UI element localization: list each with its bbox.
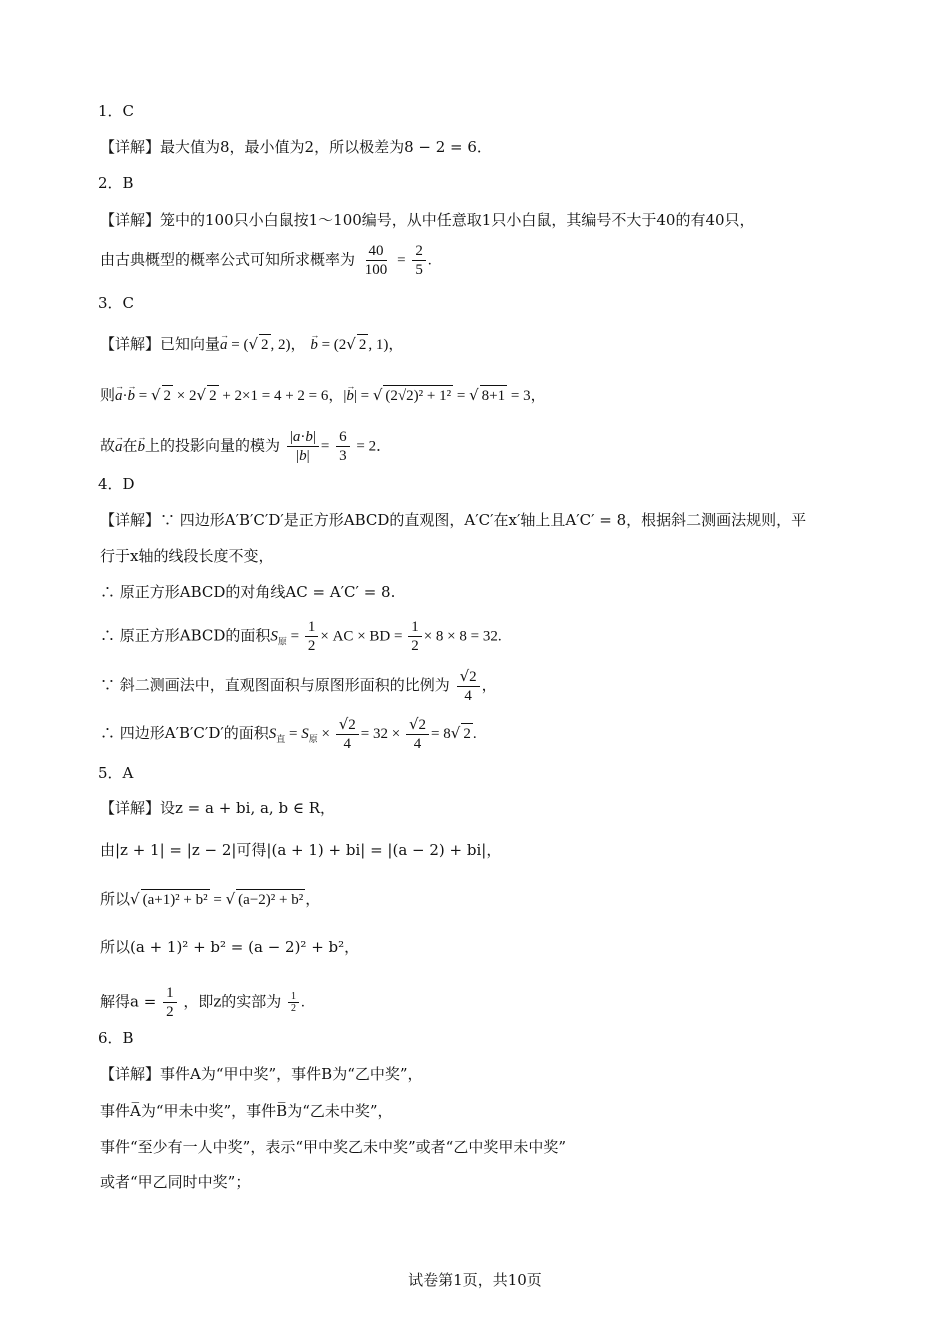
- q6-explanation-line3: 事件“至少有一人中奖”，表示“甲中奖乙未中奖”或者“乙中奖甲未中奖”: [100, 1138, 567, 1156]
- q5-number: 5．A: [98, 764, 134, 782]
- q1-number: 1．C: [98, 102, 135, 120]
- q5-explanation-line4: 所以(a + 1)² + b² = (a − 2)² + b²，: [100, 938, 360, 956]
- q2-explanation-line1: 【详解】笼中的100只小白鼠按1～100编号，从中任意取1只小白鼠，其编号不大于40的有40只，: [100, 211, 755, 229]
- fraction: $\frac{√2}{4}$: [336, 715, 359, 753]
- fraction: $\frac{|a\cdot b|}{|b|}$: [287, 428, 319, 465]
- fraction: $\frac{1}{2}$: [288, 991, 299, 1014]
- q4-explanation-line6: ∴ 四边形A′B′C′D′的面积$S_直 = S_原$ × $\frac{√2}{4}$ = 32 × $\frac{√2}{4}$ = 8√ 2 .: [100, 715, 477, 752]
- q4-explanation-line1: 【详解】∵ 四边形A′B′C′D′是正方形ABCD的直观图，A′C′在x′轴上且A′C′ = 8，根据斜二测画法规则，平: [100, 511, 807, 529]
- q3-explanation-line1: 【详解】已知向量→ a = (√ 2 , 2)， → b = (2√ 2 , 1)，: [100, 334, 403, 355]
- q3-explanation-line2: 则→ a·→ b = √ 2 × 2√ 2 + 2×1 = 4 + 2 = 6，|→ b| = √ (2√2)² + 1² = √ 8+1 = 3，: [100, 385, 546, 406]
- fraction: $\frac{1}{2}$: [305, 618, 319, 655]
- q1-explanation: 【详解】最大值为8，最小值为2，所以极差为8 − 2 = 6．: [100, 138, 492, 156]
- fraction: $\frac{2}{5}$: [412, 242, 426, 279]
- q5-explanation-line5: 解得a = $\frac{1}{2}$ ，即z的实部为 $\frac{1}{2}$ .: [100, 985, 305, 1020]
- fraction: $\frac{√2}{4}$: [406, 715, 429, 753]
- q6-number: 6．B: [98, 1029, 134, 1047]
- q3-number: 3．C: [98, 294, 135, 312]
- q2-explanation-line2: 由古典概型的概率公式可知所求概率为 $\frac{40}{100}$ = $\frac{2}{5}$ .: [100, 243, 432, 278]
- q6-explanation-line2: 事件A̅为“甲未中奖”，事件B̅为“乙未中奖”，: [100, 1102, 393, 1120]
- q4-explanation-line2: 行于x轴的线段长度不变，: [100, 547, 274, 565]
- q5-explanation-line3: 所以√ (a+1)² + b² = √ (a−2)² + b² ，: [100, 890, 321, 908]
- fraction: $\frac{1}{2}$: [163, 984, 177, 1021]
- page-footer: 试卷第1页，共10页: [408, 1271, 542, 1289]
- q6-explanation-line1: 【详解】事件A为“甲中奖”，事件B为“乙中奖”，: [100, 1065, 423, 1083]
- q4-explanation-line3: ∴ 原正方形ABCD的对角线AC = A′C′ = 8.: [100, 583, 396, 601]
- q5-explanation-line1: 【详解】设z = a + bi, a, b ∈ R，: [100, 799, 336, 817]
- q5-explanation-line2: 由|z + 1| = |z − 2|可得|(a + 1) + bi| = |(a − 2) + bi|，: [100, 841, 502, 859]
- q4-explanation-line4: ∴ 原正方形ABCD的面积$S_原$ = $\frac{1}{2}$ × AC × BD = $\frac{1}{2}$ × 8 × 8 = 32.: [100, 619, 502, 654]
- fraction: $\frac{40}{100}$: [364, 243, 388, 278]
- q2-number: 2．B: [98, 174, 134, 192]
- fraction: $\frac{6}{3}$: [336, 428, 350, 465]
- q4-explanation-line5: ∵ 斜二测画法中，直观图面积与原图形面积的比例为 $\frac{√2}{4}$ ，: [100, 667, 497, 704]
- q6-explanation-line4: 或者“甲乙同时中奖”；: [100, 1173, 251, 1191]
- fraction: $\frac{√2}{4}$: [457, 667, 480, 705]
- fraction: $\frac{1}{2}$: [408, 618, 422, 655]
- q4-number: 4．D: [98, 475, 135, 493]
- q3-explanation-line3: 故→ a在→ b上的投影向量的模为 $\frac{|a\cdot b|}{|b|}$ = $\frac{6}{3}$ = 2．: [100, 428, 391, 465]
